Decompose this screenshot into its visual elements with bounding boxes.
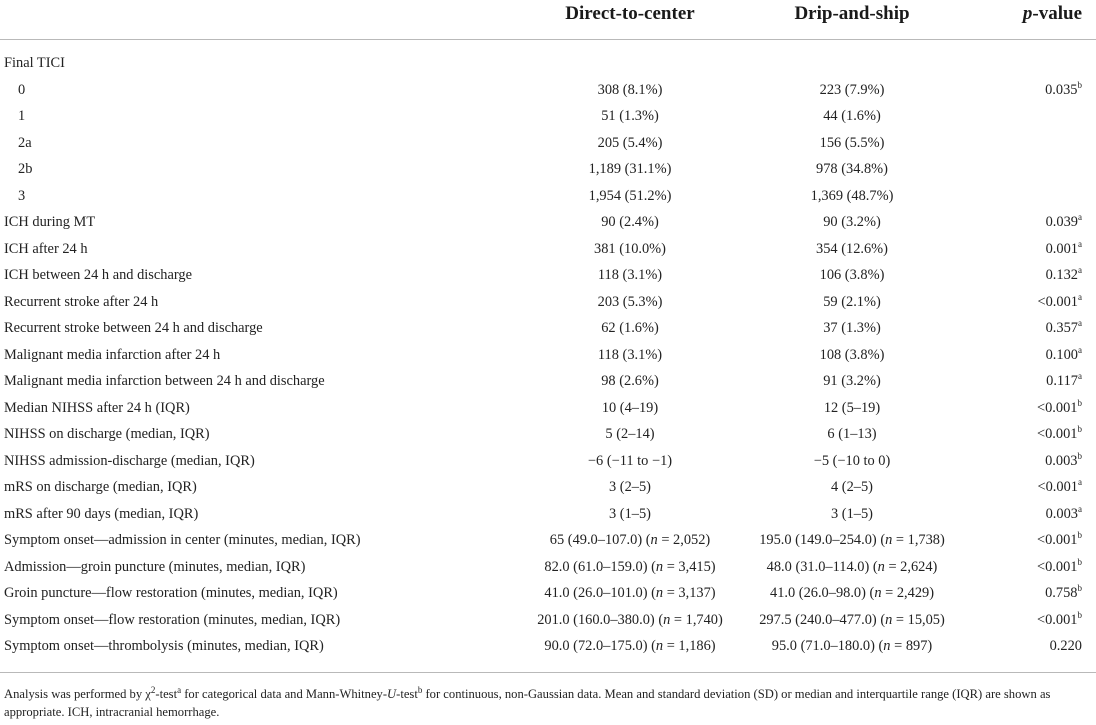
cell-direct-to-center: 10 (4–19) — [601, 399, 659, 416]
p-value-text: <0.001 — [1037, 426, 1078, 443]
cell-p-value — [1045, 585, 1082, 602]
p-value-text: <0.001 — [1037, 558, 1078, 575]
row-label: 2a — [18, 134, 32, 151]
cell-direct-to-center: 201.0 (160.0–380.0) (n = 1,740) — [537, 611, 723, 628]
header-direct-to-center: Direct-to-center — [565, 3, 695, 24]
cell-p-value — [1045, 503, 1082, 523]
cell-drip-and-ship: 6 (1–13) — [827, 426, 877, 443]
cell-p-value — [1037, 612, 1082, 629]
p-value-superscript: a — [1078, 238, 1082, 249]
p-value-superscript: a — [1078, 265, 1082, 276]
cell-direct-to-center: 118 (3.1%) — [597, 346, 663, 363]
row-label: Final TICI — [4, 55, 65, 71]
row-label: ICH after 24 h — [4, 240, 88, 257]
table-row — [0, 52, 1096, 79]
table-row — [0, 238, 1096, 265]
table-row — [0, 397, 1096, 424]
cell-direct-to-center: 3 (1–5) — [609, 505, 651, 522]
p-value-text: <0.001 — [1037, 532, 1078, 549]
p-value-superscript: b — [1077, 583, 1082, 594]
p-value-text: <0.001 — [1037, 479, 1078, 496]
cell-drip-and-ship: 106 (3.8%) — [819, 267, 885, 284]
row-label: 3 — [18, 187, 26, 204]
row-label: mRS on discharge (median, IQR) — [4, 479, 197, 496]
cell-drip-and-ship: 91 (3.2%) — [823, 373, 881, 390]
p-value-text: <0.001 — [1037, 293, 1078, 310]
row-label: Malignant media infarction between 24 h and discharge — [4, 373, 325, 390]
cell-drip-and-ship: 195.0 (149.0–254.0) (n = 1,738) — [759, 532, 945, 549]
cell-p-value — [1046, 320, 1082, 337]
row-label: NIHSS on discharge (median, IQR) — [4, 426, 210, 443]
header-drip-and-ship: Drip-and-ship — [794, 3, 910, 24]
cell-direct-to-center: 1,954 (51.2%) — [588, 187, 672, 204]
cell-drip-and-ship: 44 (1.6%) — [823, 108, 881, 125]
cell-drip-and-ship: 354 (12.6%) — [816, 240, 888, 257]
p-value-text: <0.001 — [1037, 611, 1078, 628]
p-value-text: 0.003 — [1045, 505, 1078, 522]
table-row — [0, 344, 1096, 371]
cell-drip-and-ship: 223 (7.9%) — [819, 81, 885, 98]
table-row — [0, 291, 1096, 318]
cell-drip-and-ship: 12 (5–19) — [823, 399, 881, 416]
cell-drip-and-ship: 108 (3.8%) — [819, 346, 885, 363]
cell-direct-to-center: 203 (5.3%) — [597, 293, 663, 310]
cell-drip-and-ship: 95.0 (71.0–180.0) (n = 897) — [771, 638, 933, 655]
row-label: ICH between 24 h and discharge — [4, 267, 192, 284]
table-row — [0, 370, 1096, 397]
cell-p-value — [1046, 214, 1082, 231]
row-label: Symptom onset—thrombolysis (minutes, median, IQR) — [4, 638, 324, 655]
p-value-superscript: b — [1077, 557, 1082, 567]
p-value-superscript: a — [1078, 477, 1082, 488]
cell-direct-to-center: 51 (1.3%) — [601, 108, 659, 125]
p-value-superscript: b — [1077, 450, 1082, 461]
cell-drip-and-ship: 48.0 (31.0–114.0) (n = 2,624) — [766, 558, 938, 575]
row-label: Recurrent stroke after 24 h — [4, 293, 159, 310]
cell-direct-to-center: 118 (3.1%) — [597, 267, 663, 284]
header-p-rest: -value — [1032, 3, 1082, 24]
cell-p-value — [1037, 426, 1082, 443]
row-label: Malignant media infarction after 24 h — [4, 346, 221, 363]
cell-direct-to-center: 65 (49.0–107.0) (n = 2,052) — [549, 532, 711, 549]
header-p-italic: p — [1022, 3, 1033, 24]
p-value-text: 0.100 — [1045, 346, 1078, 363]
p-value-superscript: a — [1078, 291, 1082, 302]
cell-p-value — [1037, 291, 1083, 311]
row-label: mRS after 90 days (median, IQR) — [4, 505, 199, 522]
table-row — [0, 582, 1096, 609]
table-row — [0, 450, 1096, 477]
table-row — [0, 105, 1096, 132]
table-row — [0, 317, 1096, 344]
p-value-superscript: a — [1078, 212, 1082, 223]
cell-direct-to-center: 62 (1.6%) — [601, 320, 659, 337]
footnote-sup-2: a — [177, 684, 182, 695]
table-row — [0, 423, 1096, 450]
p-value-text: 0.117 — [1046, 373, 1078, 390]
cell-direct-to-center: 82.0 (61.0–159.0) (n = 3,415) — [544, 558, 716, 575]
p-value-text: 0.035 — [1045, 81, 1078, 98]
cell-p-value — [1045, 79, 1082, 99]
header-p-value — [1023, 3, 1082, 25]
cell-drip-and-ship: 156 (5.5%) — [819, 134, 885, 151]
cell-p-value — [1045, 344, 1082, 364]
cell-drip-and-ship: 90 (3.2%) — [823, 214, 881, 231]
p-value-superscript: a — [1078, 318, 1082, 329]
footnote-text-3: for categorical data and Mann-Whitney- — [181, 687, 388, 701]
cell-drip-and-ship: 59 (2.1%) — [823, 293, 881, 310]
cell-direct-to-center: 3 (2–5) — [609, 479, 651, 496]
p-value-superscript: b — [1077, 530, 1082, 541]
p-value-text: 0.758 — [1045, 585, 1078, 602]
row-label: NIHSS admission-discharge (median, IQR) — [4, 452, 255, 469]
cell-direct-to-center: 1,189 (31.1%) — [588, 161, 672, 178]
row-label: Median NIHSS after 24 h (IQR) — [4, 399, 190, 416]
cell-direct-to-center: 5 (2–14) — [605, 426, 655, 443]
table-row — [0, 503, 1096, 530]
footnote-sup-3: b — [417, 684, 423, 695]
row-label: 1 — [18, 108, 26, 125]
row-label: Symptom onset—admission in center (minutes, median, IQR) — [4, 532, 361, 549]
cell-drip-and-ship: 3 (1–5) — [831, 505, 873, 522]
table-row — [0, 556, 1096, 583]
p-value-superscript: b — [1077, 424, 1082, 435]
table-bottom-rule — [0, 672, 1096, 673]
table-footnote — [4, 685, 1084, 721]
footnote-sup-1: 2 — [150, 684, 156, 695]
p-value-superscript: b — [1077, 397, 1082, 408]
cell-drip-and-ship: 4 (2–5) — [831, 479, 873, 496]
footnote-text-2: -test — [155, 687, 178, 701]
footnote-text-4: -test — [396, 687, 418, 701]
table-row — [0, 132, 1096, 159]
cell-direct-to-center: 90.0 (72.0–175.0) (n = 1,186) — [544, 638, 716, 655]
footnote-italic-u: U — [387, 687, 397, 701]
table-row — [0, 158, 1096, 185]
p-value-text: 0.003 — [1045, 452, 1078, 469]
p-value-text: 0.132 — [1045, 267, 1078, 284]
p-value-text: <0.001 — [1037, 399, 1078, 416]
p-value-text: 0.039 — [1045, 214, 1078, 231]
p-value-text: 0.357 — [1045, 320, 1078, 337]
row-label: ICH during MT — [4, 214, 96, 231]
table-row — [0, 529, 1096, 556]
p-value-text: 0.001 — [1045, 240, 1078, 257]
cell-drip-and-ship: −5 (−10 to 0) — [813, 452, 891, 469]
cell-p-value — [1037, 532, 1082, 549]
table-header — [0, 0, 1096, 40]
cell-direct-to-center: 41.0 (26.0–101.0) (n = 3,137) — [544, 585, 716, 602]
cell-direct-to-center: 98 (2.6%) — [601, 373, 659, 390]
cell-direct-to-center: 205 (5.4%) — [597, 134, 663, 151]
cell-direct-to-center: −6 (−11 to −1) — [587, 452, 673, 469]
cell-p-value — [1038, 479, 1083, 496]
cell-direct-to-center: 381 (10.0%) — [594, 240, 666, 257]
p-value-superscript: a — [1078, 503, 1082, 514]
cell-drip-and-ship: 37 (1.3%) — [823, 320, 881, 337]
cell-drip-and-ship: 1,369 (48.7%) — [810, 187, 894, 204]
cell-p-value — [1037, 559, 1082, 576]
p-value-superscript: a — [1078, 344, 1082, 355]
cell-p-value — [1045, 450, 1082, 470]
cell-p-value — [1037, 397, 1082, 417]
cell-direct-to-center: 90 (2.4%) — [601, 214, 659, 231]
table-row — [0, 264, 1096, 291]
p-value-superscript: a — [1078, 371, 1082, 382]
footnote-text-5: for continuous, non-Gaussian data. Mean and standard deviation (SD) or median and interquartile range (IQR) are shown as appropriate. ICH, intracranial hemorrhage. — [4, 687, 1051, 719]
cell-p-value — [1050, 638, 1082, 655]
row-label: Groin puncture—flow restoration (minutes, median, IQR) — [4, 585, 338, 602]
table-row — [0, 79, 1096, 106]
table-row — [0, 635, 1096, 662]
table-row — [0, 609, 1096, 636]
cell-drip-and-ship: 297.5 (240.0–477.0) (n = 15,05) — [759, 611, 945, 628]
table-row — [0, 476, 1096, 503]
table-row — [0, 211, 1096, 238]
cell-drip-and-ship: 978 (34.8%) — [816, 161, 888, 178]
row-label: 0 — [18, 81, 26, 98]
cell-p-value — [1046, 373, 1082, 390]
cell-drip-and-ship: 41.0 (26.0–98.0) (n = 2,429) — [769, 585, 935, 602]
cell-direct-to-center: 308 (8.1%) — [597, 81, 663, 98]
row-label: Recurrent stroke between 24 h and discharge — [4, 320, 263, 337]
footnote-text-1: Analysis was performed by χ — [4, 687, 151, 701]
p-value-superscript: b — [1077, 79, 1082, 90]
p-value-superscript: b — [1077, 610, 1082, 621]
row-label: Admission—groin puncture (minutes, median, IQR) — [4, 558, 306, 575]
table-row — [0, 185, 1096, 212]
p-value-text: 0.220 — [1049, 638, 1082, 655]
cell-p-value — [1046, 267, 1082, 284]
row-label: Symptom onset—flow restoration (minutes, median, IQR) — [4, 611, 341, 628]
table-body — [0, 52, 1096, 662]
cell-p-value — [1045, 238, 1082, 258]
row-label: 2b — [18, 161, 33, 178]
